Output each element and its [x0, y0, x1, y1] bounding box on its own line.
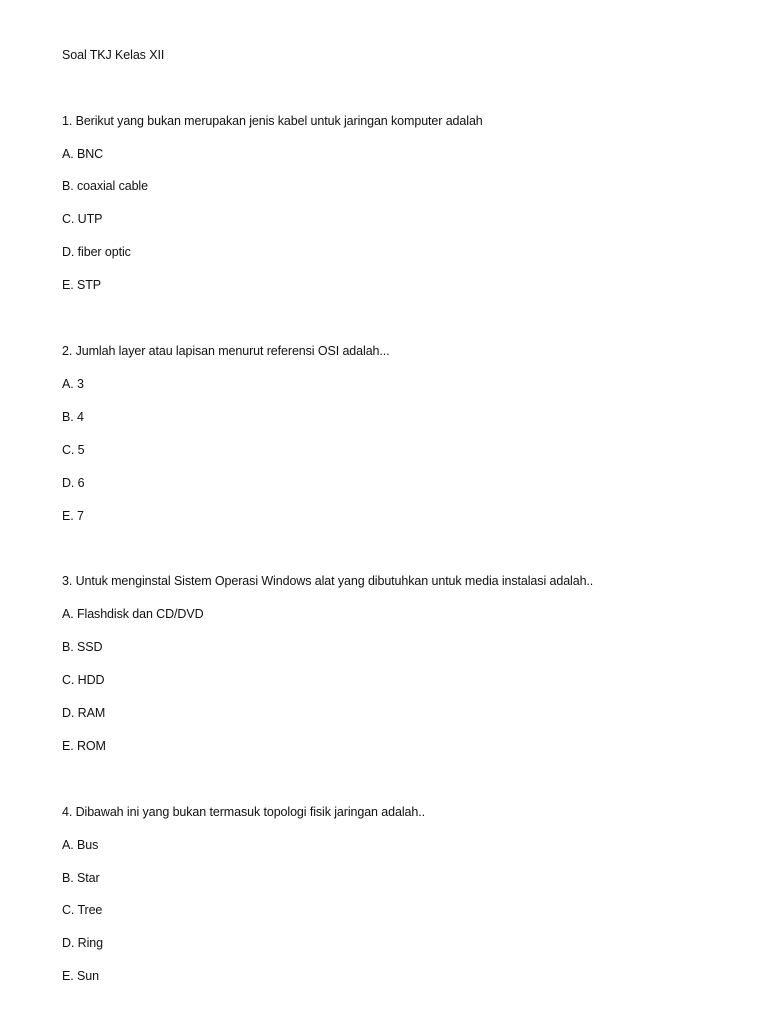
question-2-option-e: E. 7	[62, 509, 84, 523]
question-1-text: 1. Berikut yang bukan merupakan jenis kabel untuk jaringan komputer adalah	[62, 114, 483, 128]
question-4-option-b: B. Star	[62, 871, 100, 885]
question-2-option-a: A. 3	[62, 377, 84, 391]
question-3-option-c: C. HDD	[62, 673, 105, 687]
question-4-option-a: A. Bus	[62, 838, 99, 852]
question-2-option-c: C. 5	[62, 443, 85, 457]
question-4-option-c: C. Tree	[62, 903, 103, 917]
question-4-option-d: D. Ring	[62, 936, 103, 950]
question-4-option-e: E. Sun	[62, 969, 99, 983]
question-1-option-c: C. UTP	[62, 212, 103, 226]
question-2-text: 2. Jumlah layer atau lapisan menurut referensi OSI adalah...	[62, 344, 390, 358]
question-3-text: 3. Untuk menginstal Sistem Operasi Windows alat yang dibutuhkan untuk media instalasi adalah..	[62, 574, 594, 588]
question-2-option-d: D. 6	[62, 476, 85, 490]
question-3-option-d: D. RAM	[62, 706, 106, 720]
question-1-option-e: E. STP	[62, 278, 101, 292]
question-3-option-b: B. SSD	[62, 640, 103, 654]
question-1-option-a: A. BNC	[62, 147, 104, 161]
question-3-option-e: E. ROM	[62, 739, 106, 753]
question-4-text: 4. Dibawah ini yang bukan termasuk topologi fisik jaringan adalah..	[62, 805, 425, 819]
document-title: Soal TKJ Kelas XII	[62, 48, 165, 62]
question-2-option-b: B. 4	[62, 410, 84, 424]
question-1-option-d: D. fiber optic	[62, 245, 131, 259]
question-3-option-a: A. Flashdisk dan CD/DVD	[62, 607, 204, 621]
question-1-option-b: B. coaxial cable	[62, 179, 148, 193]
